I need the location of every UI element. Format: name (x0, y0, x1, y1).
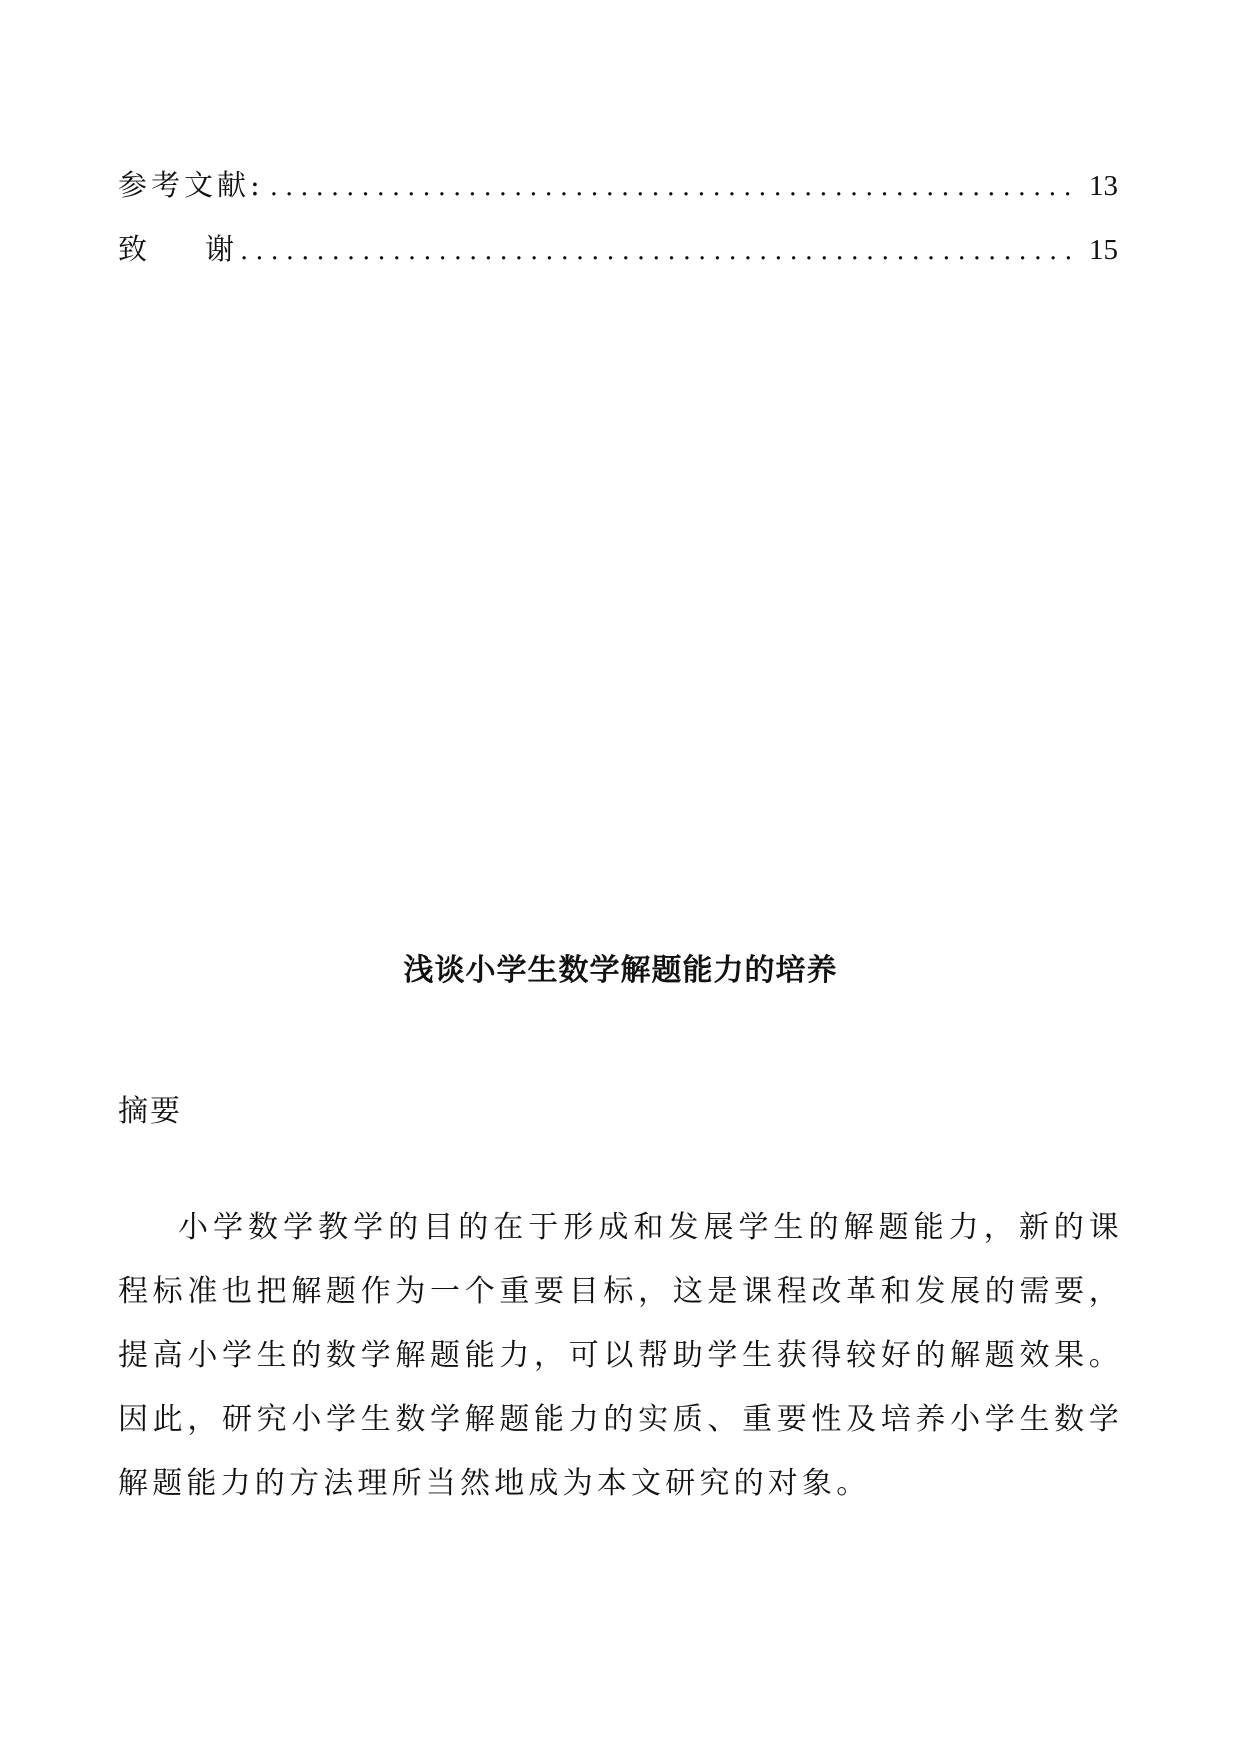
toc-entry-page-number: 13 (1089, 170, 1118, 202)
toc-entry-acknowledgements[interactable] (118, 227, 1118, 271)
abstract-body: 小学数学教学的目的在于形成和发展学生的解题能力，新的课程标准也把解题作为一个重要目标，这是课程改革和发展的需要，提高小学生的数学解题能力，可以帮助学生获得较好的解题效果。因此，研究小学生数学解题能力的实质、重要性及培养小学生数学解题能力的方法理所当然地成为本文研究的对象。 (118, 1210, 1123, 1501)
paper-title: 浅谈小学生数学解题能力的培养 (403, 953, 838, 988)
toc-entry-references[interactable] (118, 163, 1118, 207)
abstract-heading: 摘要 (118, 1094, 182, 1129)
toc-entry-label: 参考文献: (118, 168, 264, 202)
toc-entry-page-number: 15 (1089, 234, 1118, 266)
toc-dot-leader (240, 229, 1081, 273)
toc-dot-leader (270, 165, 1081, 209)
toc-entry-label: 致 谢 (118, 232, 235, 266)
